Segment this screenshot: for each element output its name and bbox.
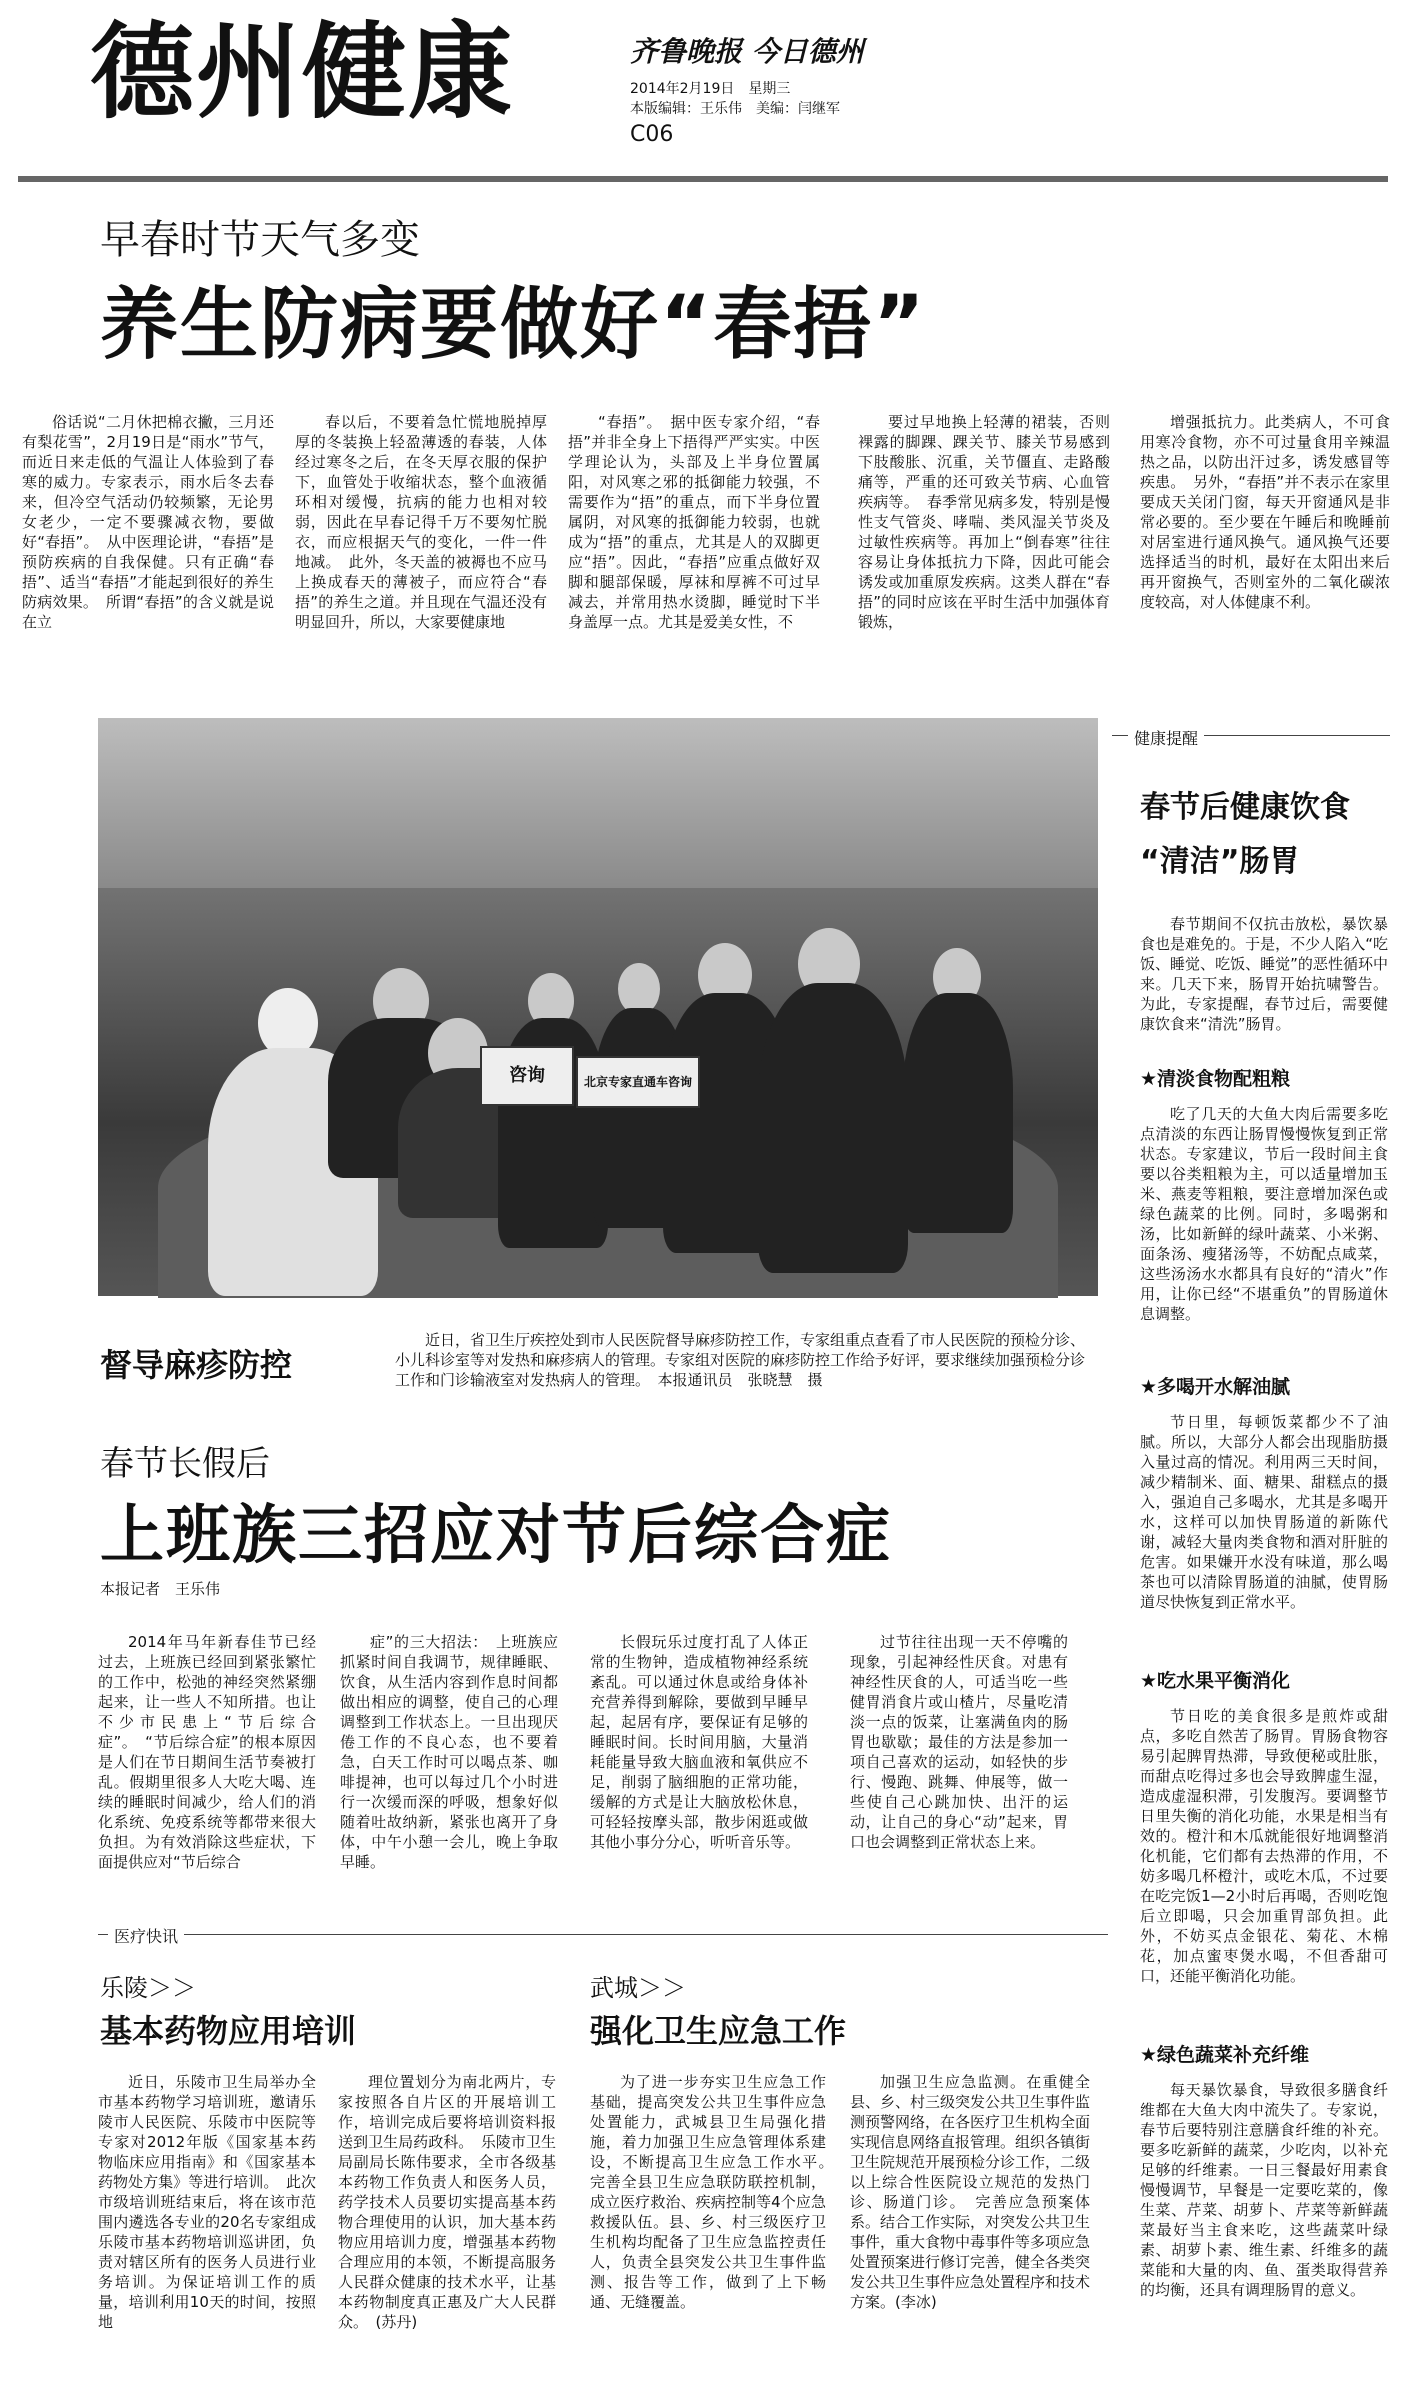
brief-left-kicker: 乐陵＞＞ (100, 1974, 196, 2002)
lead-headline: 养生防病要做好“春捂” (100, 280, 927, 370)
editor-line: 本版编辑：王乐伟 美编：闫继军 (630, 101, 840, 117)
sidebar-tag: 健康提醒 (1128, 726, 1204, 749)
photo-caption-title: 督导麻疹防控 (100, 1346, 293, 1384)
second-column: 过节往往出现一天不停嘴的现象，引起神经性厌食。对患有神经性厌食的人，可适当吃一些健胃消食片或山楂片，尽量吃清淡一点的饭菜，让塞满鱼肉的肠胃也歇歇；最佳的方法是参加一项自己喜欢的运动，如轻快的步行、慢跑、跳舞、伸展等，做一些使自己心跳加快、出汗的运动，让自己的身心“动”起来，胃口也会调整到正常状态上来。 (850, 1633, 1068, 1851)
second-column: 症”的三大招法： 上班族应抓紧时间自我调节，规律睡眠、饮食，从生活内容到作息时间都做出相应的调整，使自己的心理调整到工作状态上。一旦出现厌倦工作的不良心态，也不要着急，白天工作时可以喝点茶、咖啡提神，也可以每过几个小时进行一次缓而深的呼吸，想象好似随着吐故纳新，紧张也离开了身体，中午小憩一会儿，晚上争取早睡。 (340, 1633, 558, 1871)
briefs-rule (98, 1934, 1108, 1935)
sidebar-section-text: 节日吃的美食很多是煎炸或甜点，多吃自然苦了肠胃。胃肠食物容易引起脾胃热滞，导致便秘或肚胀，而甜点吃得过多也会导致脾虚生湿，造成虚湿积滞，引发腹泻。要调整节日里失衡的消化功能，水果是相当有效的。橙汁和木瓜就能很好地调整消化机能，它们都有去热滞的作用，不妨多喝几杯橙汁，或吃木瓜，不过要在吃完饭1—2小时后再喝，否则吃饱后立即喝，只会加重胃部负担。此外，不妨买点金银花、菊花、木棉花，加点蜜枣煲水喝，不但香甜可口，还能平衡消化功能。 (1140, 1707, 1388, 1985)
sidebar-intro: 春节期间不仅抗击放松，暴饮暴食也是难免的。于是，不少人陷入“吃饭、睡觉、吃饭、睡觉”的恶性循环中来。几天下来，肠胃开始抗啸警告。为此，专家提醒，春节过后，需要健康饮食来“清洗”肠胃。 (1140, 915, 1388, 1033)
brief-right-column: 为了进一步夯实卫生应急工作基础，提高突发公共卫生事件应急处置能力，武城县卫生局强化措施，着力加强卫生应急管理体系建设，不断提高卫生应急工作水平。 完善全县卫生应急联防联控机制，成立医疗救治、疾病控制等4个应急救援队伍。县、乡、村三级医疗卫生机构均配备了卫生应急监控责任人，负责全县突发公共卫生事件监测、报告等工作，做到了上下畅通、无缝覆盖。 (590, 2073, 842, 2311)
sidebar-section-title: ★绿色蔬菜补充纤维 (1140, 2044, 1310, 2066)
date-line: 2014年2月19日 星期三 (630, 81, 791, 97)
masthead-title: 德州健康 (90, 11, 515, 133)
second-byline: 本报记者 王乐伟 (100, 1580, 221, 1598)
brief-right-column: 加强卫生应急监测。在重健全县、乡、村三级突发公共卫生事件监测预警网络，在各医疗卫生机构全面实现信息网络直报管理。组织各镇街卫生院规范开展预检分诊工作，二级以上综合性医院设立规范的发热门诊、肠道门诊。 完善应急预案体系。结合工作实际，对突发公共卫生事件，重大食物中毒事件等多项应急处置预案进行修订完善，健全各类突发公共卫生事件应急处置程序和技术方案。(李冰) (850, 2073, 1091, 2311)
sidebar-headline-2: “清洁”肠胃 (1140, 844, 1300, 879)
second-headline: 上班族三招应对节后综合症 (100, 1499, 892, 1573)
brief-left-headline: 基本药物应用培训 (100, 2012, 357, 2050)
sidebar-section-title: ★多喝开水解油腻 (1140, 1376, 1291, 1398)
expert-sign: 北京专家直通车咨询 (576, 1056, 700, 1108)
page-number: C06 (630, 122, 674, 147)
second-column: 长假玩乐过度打乱了人体正常的生物钟，造成植物神经系统紊乱。可以通过休息或给身体补充营养得到解除，要做到早睡早起，起居有序，要保证有足够的睡眠时间。长时间用脑，大量消耗能量导致大脑血液和氧供应不足，削弱了脑细胞的正常功能，缓解的方式是让大脑放松休息，可轻轻按摩头部，散步闲逛或做其他小事分分心，听听音乐等。 (590, 1633, 808, 1851)
lead-column: 俗话说“二月休把棉衣撇，三月还有梨花雪”，2月19日是“雨水”节气，而近日来走低的气温让人体验到了春寒的威力。专家表示，雨水后冬去春来，但冷空气活动仍较频繁，无论男女老少，一定不要骤减衣物，要做好“春捂”。 从中医理论讲，“春捂”是预防疾病的自我保健。只有正确“春捂”、适当“春捂”才能起到很好的养生防病效果。 所谓“春捂”的含义就是说在立 (22, 413, 274, 631)
photo-caption: 近日，省卫生厅疾控处到市人民医院督导麻疹防控工作，专家组重点查看了市人民医院的预检分诊、小儿科诊室等对发热和麻疹病人的管理。专家组对医院的麻疹防控工作给予好评，要求继续加强预检分诊工作和门诊输液室对发热病人的管理。 本报通讯员 张晓慧 摄 (395, 1331, 1086, 1389)
brief-left-column: 理位置划分为南北两片，专家按照各自片区的开展培训工作，培训完成后要将培训资料报送到卫生局药政科。 乐陵市卫生局副局长陈伟要求，全市各级基本药物工作负责人和医务人员，药学技术人员要切实提高基本药物合理使用的认识，加大基本药物应用培训力度，增强基本药物合理应用的本领，不断提高服务人民群众健康的技术水平，让基本药物制度真正惠及广大人民群众。 (苏丹) (338, 2073, 556, 2331)
briefs-tag: 医疗快讯 (108, 1924, 184, 1947)
second-kicker: 春节长假后 (100, 1444, 270, 1484)
sidebar-headline-1: 春节后健康饮食 (1140, 790, 1350, 825)
consult-sign: 咨询 (480, 1046, 574, 1106)
brief-right-kicker: 武城＞＞ (590, 1974, 686, 2002)
lead-column: 增强抵抗力。此类病人，不可食用寒冷食物，亦不可过量食用辛辣温热之品，以防出汗过多，诱发感冒等疾患。 另外，“春捂”并不表示在家里要成天关闭门窗，每天开窗通风是非常必要的。至少要在午睡后和晚睡前对居室进行通风换气。通风换气还要选择适当的时机，最好在太阳出来后再开窗换气，否则室外的二氧化碳浓度较高，对人体健康不利。 (1140, 413, 1390, 611)
second-column: 2014年马年新春佳节已经过去，上班族已经回到紧张繁忙的工作中，松弛的神经突然紧绷起来，让一些人不知所措。也让不少市民患上“节后综合症”。 “节后综合症”的根本原因是人们在节日期间生活节奏被打乱。假期里很多人大吃大喝、连续的睡眠时间减少，给人们的消化系统、免疫系统等都带来很大负担。为有效消除这些症状，下面提供应对“节后综合 (98, 1633, 316, 1871)
news-photo (98, 718, 1098, 1296)
brief-right-headline: 强化卫生应急工作 (590, 2012, 847, 2050)
lead-column: “春捂”。 据中医专家介绍，“春捂”并非全身上下捂得严严实实。中医学理论认为，头部及上半身位置属阳，对风寒之邪的抵御能力较强，不需要作为“捂”的重点，而下半身位置属阴，对风寒的抵御能力较弱，也就成为“捂”的重点，尤其是人的双脚更应“捂”。因此，“春捂”应重点做好双脚和腿部保暖，厚袜和厚裤不可过早减去，并常用热水烫脚，睡觉时下半身盖厚一点。尤其是爱美女性，不 (568, 413, 820, 631)
lead-kicker: 早春时节天气多变 (100, 217, 420, 263)
masthead-rule (18, 176, 1388, 182)
sidebar-section-title: ★清淡食物配粗粮 (1140, 1068, 1291, 1090)
sidebar-section-text: 吃了几天的大鱼大肉后需要多吃点清淡的东西让肠胃慢慢恢复到正常状态。专家建议，节后一段时间主食要以谷类粗粮为主，可以适量增加玉米、燕麦等粗粮，要注意增加深色或绿色蔬菜的比例。同时，多喝粥和汤，比如新鲜的绿叶蔬菜、小米粥、面条汤、瘦猪汤等，不妨配点咸菜，这些汤汤水水都具有良好的“清火”作用，让你已经“不堪重负”的胃肠道休息调整。 (1140, 1105, 1388, 1323)
sidebar-section-title: ★吃水果平衡消化 (1140, 1670, 1291, 1692)
newspaper-brand: 齐鲁晚报 今日德州 (630, 35, 864, 68)
sidebar-section-text: 节日里，每顿饭菜都少不了油腻。所以，大部分人都会出现脂肪摄入量过高的情况。利用两三天时间，减少精制米、面、糖果、甜糕点的摄入，强迫自己多喝水，尤其是多喝开水，这样可以加快胃肠道的新陈代谢，减轻大量肉类食物和酒对肝脏的危害。如果嫌开水没有味道，那么喝茶也可以清除胃肠道的油腻，使胃肠道尽快恢复到正常水平。 (1140, 1413, 1388, 1611)
brief-left-column: 近日，乐陵市卫生局举办全市基本药物学习培训班，邀请乐陵市人民医院、乐陵市中医院等专家对2012年版《国家基本药物临床应用指南》和《国家基本药物处方集》等进行培训。 此次市级培训班结束后，将在该市范围内遴选各专业的20名专家组成乐陵市基本药物培训巡讲团，负责对辖区所有的医务人员进行业务培训。为保证培训工作的质量，培训利用10天的时间，按照地 (98, 2073, 316, 2331)
lead-column: 要过早地换上轻薄的裙装，否则裸露的脚踝、踝关节、膝关节易感到下肢酸胀、沉重，关节僵直、走路酸痛等，严重的还可致关节病、心血管疾病等。 春季常见病多发，特别是慢性支气管炎、哮喘、类风湿关节炎及过敏性疾病等。再加上“倒春寒”往往容易让身体抵抗力下降，因此可能会诱发或加重原发疾病。这类人群在“春捂”的同时应该在平时生活中加强体育锻炼， (858, 413, 1110, 631)
sidebar-section-text: 每天暴饮暴食，导致很多膳食纤维都在大鱼大肉中流失了。专家说，春节后要特别注意膳食纤维的补充。要多吃新鲜的蔬菜，少吃肉，以补充足够的纤维素。一日三餐最好用素食慢慢调节，早餐是一定要吃菜的，像生菜、芹菜、胡萝卜、芹菜等新鲜蔬菜最好当主食来吃，这些蔬菜叶绿素、胡萝卜素、维生素、纤维多的蔬菜能和大量的肉、鱼、蛋类取得营养的均衡，还具有调理肠胃的意义。 (1140, 2081, 1388, 2299)
lead-column: 春以后，不要着急忙慌地脱掉厚厚的冬装换上轻盈薄透的春装，人体经过寒冬之后，在冬天厚衣服的保护下，血管处于收缩状态，整个血液循环相对缓慢，抗病的能力也相对较弱，因此在早春记得千万不要匆忙脱衣，而应根据天气的变化，一件一件地减。 此外，冬天盖的被褥也不应马上换成春天的薄被子，而应符合“春捂”的养生之道。并且现在气温还没有明显回升，所以，大家要健康地 (295, 413, 547, 631)
